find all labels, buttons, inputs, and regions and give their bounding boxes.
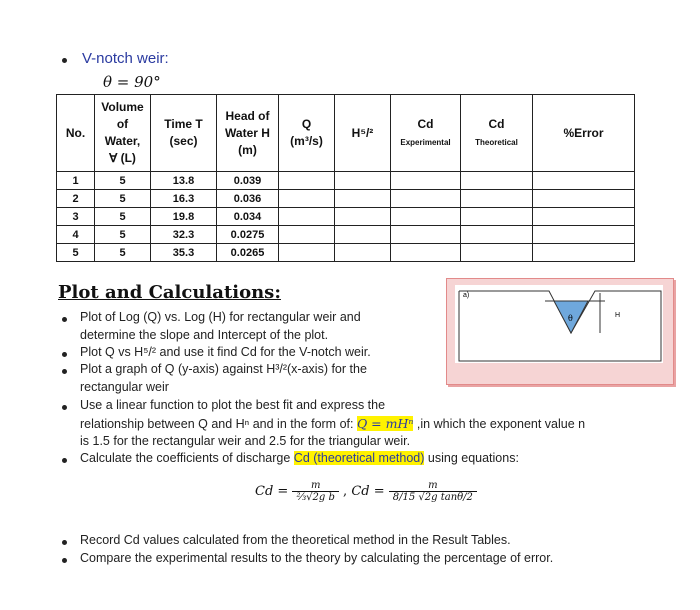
table-row [57, 226, 635, 244]
cell-no: 5 [57, 244, 95, 262]
bullet-record-cd: Record Cd values calculated from the theoretical method in the Result Tables. [80, 533, 511, 547]
cell-head: 0.0275 [217, 226, 279, 244]
bullet [62, 458, 67, 463]
bullet-log-plot: Plot of Log (Q) vs. Log (H) for rectangular weir and determine the slope and Intercept of the plot. [80, 310, 361, 342]
cell-cd-th [461, 172, 533, 190]
diagram-canvas [455, 285, 663, 363]
weir-diagram [446, 278, 674, 385]
cell-h52 [335, 244, 391, 262]
equation-q-mhn: Q = mHⁿ [356, 415, 414, 431]
cell-time: 35.3 [151, 244, 217, 262]
col-header-time: Time T (sec) [151, 95, 217, 172]
cell-no: 2 [57, 190, 95, 208]
cell-volume: 5 [95, 226, 151, 244]
fraction-rectangular: $\frac{m}{\text{⅔√2g b}}$ [292, 480, 338, 503]
bullet [62, 540, 67, 545]
table-row [57, 208, 635, 226]
cell-cd-th [461, 244, 533, 262]
table-header-row [57, 95, 635, 172]
table-row [57, 244, 635, 262]
label-theta: θ [568, 314, 573, 323]
col-header-q: Q (m³/s) [279, 95, 335, 172]
cell-cd-exp [391, 208, 461, 226]
cell-head: 0.039 [217, 172, 279, 190]
table-row [57, 172, 635, 190]
col-header-h52: H⁵/² [335, 95, 391, 172]
cd-formulas: Cd = $\frac{m}{\text{⅔√2g b}}$ , Cd = $\frac{m}{\text{8/15 √2g tanθ/2}}$ [255, 480, 477, 503]
bullet-compare-error: Compare the experimental results to the theory by calculating the percentage of error. [80, 551, 554, 565]
cell-head: 0.0265 [217, 244, 279, 262]
bullet-calc-coefficients: Calculate the coefficients of discharge Cd (theoretical method) using equations: [80, 451, 519, 465]
bullet-linear-fit: Use a linear function to plot the best fit and express the relationship between Q and Hⁿ and in the form of: Q = mHⁿ ,in which the exponent value n is 1.5 for the rectangular weir and 2.5 for the triangular weir. [80, 398, 586, 448]
cell-cd-th [461, 208, 533, 226]
cell-volume: 5 [95, 172, 151, 190]
cell-error [533, 208, 635, 226]
bullet [62, 58, 67, 63]
col-header-error: %Error [533, 95, 635, 172]
cell-head: 0.036 [217, 190, 279, 208]
cell-q [279, 172, 335, 190]
cell-volume: 5 [95, 190, 151, 208]
angle-label: θ = 90° [103, 73, 161, 91]
cell-volume: 5 [95, 208, 151, 226]
cell-h52 [335, 226, 391, 244]
col-header-volume: Volume of Water, ∀ (L) [95, 95, 151, 172]
cell-error [533, 226, 635, 244]
cell-error [533, 190, 635, 208]
v-notch-weir-figure [455, 285, 663, 363]
cell-no: 4 [57, 226, 95, 244]
cell-h52 [335, 208, 391, 226]
cell-q [279, 226, 335, 244]
label-a: a) [463, 292, 470, 299]
cell-no: 3 [57, 208, 95, 226]
bullet [62, 317, 67, 322]
cell-cd-th [461, 226, 533, 244]
highlight-cd-theoretical: Cd (theoretical method) [293, 451, 425, 465]
cell-cd-exp [391, 226, 461, 244]
cell-q [279, 244, 335, 262]
cell-cd-exp [391, 172, 461, 190]
cell-time: 13.8 [151, 172, 217, 190]
bullet [62, 352, 67, 357]
cell-cd-exp [391, 190, 461, 208]
cell-volume: 5 [95, 244, 151, 262]
cell-no: 1 [57, 172, 95, 190]
cell-q [279, 190, 335, 208]
cell-time: 16.3 [151, 190, 217, 208]
results-table [56, 94, 635, 262]
table-row [57, 190, 635, 208]
col-header-cd-experimental: Cd Experimental [391, 95, 461, 172]
col-header-no: No. [57, 95, 95, 172]
col-header-head: Head of Water H (m) [217, 95, 279, 172]
cell-h52 [335, 190, 391, 208]
cell-h52 [335, 172, 391, 190]
label-h: H [615, 312, 621, 319]
bullet [62, 558, 67, 563]
bullet-q-vs-h32: Plot a graph of Q (y-axis) against H³/²(x-axis) for the rectangular weir [80, 362, 367, 394]
cell-time: 32.3 [151, 226, 217, 244]
fraction-triangular: $\frac{m}{\text{8/15 √2g tanθ/2}}$ [389, 480, 477, 503]
cell-error [533, 244, 635, 262]
col-header-cd-theoretical: Cd Theoretical [461, 95, 533, 172]
cell-head: 0.034 [217, 208, 279, 226]
bullet [62, 369, 67, 374]
bullet-q-vs-h52: Plot Q vs H⁵/² and use it find Cd for the V-notch weir. [80, 345, 371, 359]
cell-error [533, 172, 635, 190]
plot-heading: Plot and Calculations: [58, 282, 281, 303]
cell-cd-exp [391, 244, 461, 262]
bullet [62, 405, 67, 410]
cell-cd-th [461, 190, 533, 208]
cell-time: 19.8 [151, 208, 217, 226]
cell-q [279, 208, 335, 226]
section-title: V-notch weir: [82, 50, 169, 67]
